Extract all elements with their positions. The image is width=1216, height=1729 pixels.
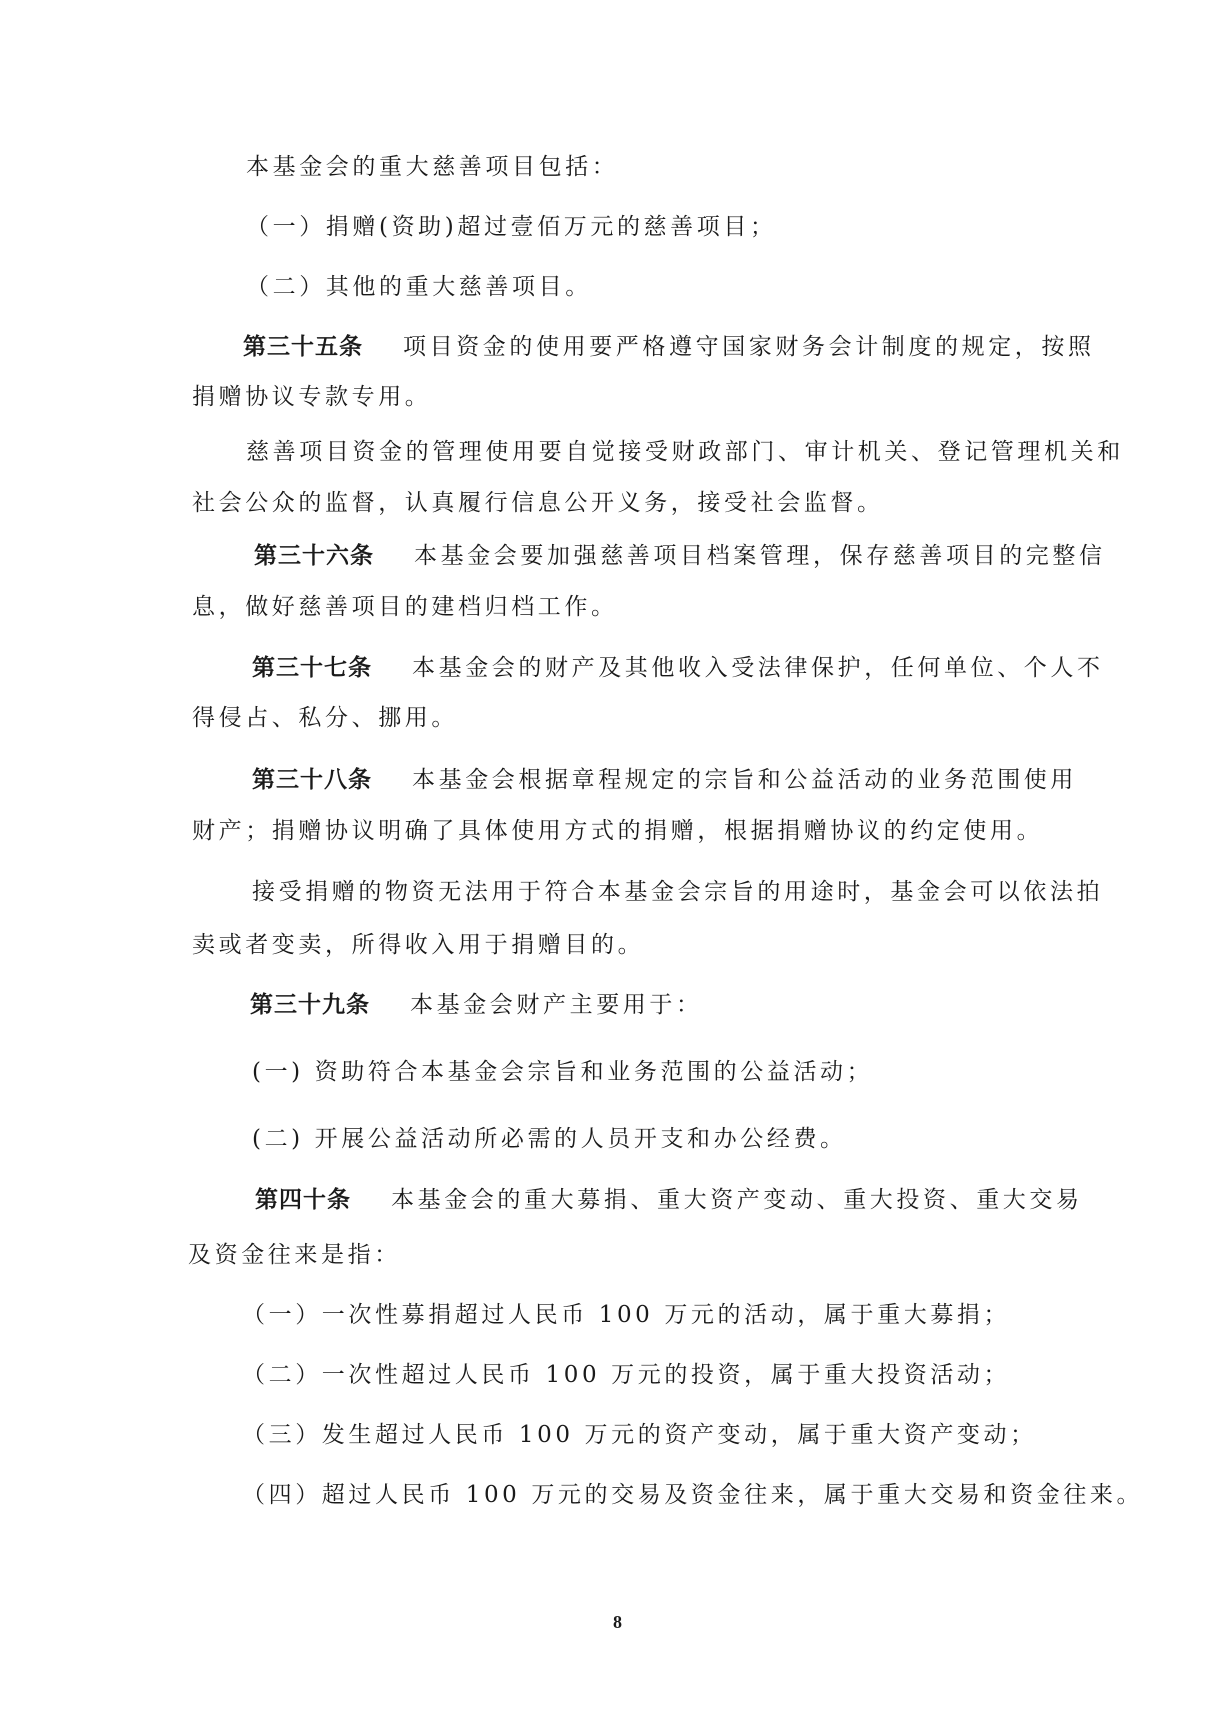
paragraph-line — [192, 703, 458, 733]
line-text: 财产；捐赠协议明确了具体使用方式的捐赠，根据捐赠协议的约定使用。 — [192, 818, 1044, 844]
article-heading-line — [250, 990, 703, 1020]
page-number: 8 — [613, 1612, 622, 1632]
article-number: 第四十条 — [255, 1187, 351, 1213]
list-item — [246, 212, 777, 242]
line-text: 项目资金的使用要严格遵守国家财务会计制度的规定，按照 — [403, 334, 1095, 360]
paragraph-line — [192, 592, 618, 622]
line-text: 本基金会的财产及其他收入受法律保护，任何单位、个人不 — [412, 655, 1104, 681]
article-number: 第三十九条 — [250, 992, 370, 1018]
line-text: （四）超过人民币 100 万元的交易及资金往来，属于重大交易和资金往来。 — [242, 1482, 1144, 1508]
line-text: 捐赠协议专款专用。 — [192, 384, 432, 410]
paragraph-line — [246, 152, 618, 182]
list-item — [242, 1360, 1010, 1390]
line-text: 本基金会根据章程规定的宗旨和公益活动的业务范围使用 — [412, 767, 1077, 793]
list-item — [252, 1124, 847, 1154]
paragraph-line — [192, 930, 644, 960]
line-text: 本基金会的重大募捐、重大资产变动、重大投资、重大交易 — [391, 1187, 1083, 1213]
line-text: (二) 开展公益活动所必需的人员开支和办公经费。 — [252, 1126, 847, 1152]
line-text: 息，做好慈善项目的建档归档工作。 — [192, 594, 618, 620]
line-text: （三）发生超过人民币 100 万元的资产变动，属于重大资产变动； — [242, 1422, 1037, 1448]
paragraph-line — [192, 488, 884, 518]
article-number: 第三十八条 — [252, 767, 372, 793]
list-item — [246, 272, 592, 302]
line-text: 本基金会财产主要用于： — [410, 992, 703, 1018]
line-text: 得侵占、私分、挪用。 — [192, 705, 458, 731]
article-number: 第三十五条 — [243, 334, 363, 360]
list-item — [242, 1300, 1010, 1330]
list-item — [242, 1480, 1143, 1510]
line-text: 本基金会要加强慈善项目档案管理，保存慈善项目的完整信 — [414, 543, 1106, 569]
article-heading-line — [254, 541, 1106, 571]
list-item — [242, 1420, 1037, 1450]
article-number: 第三十七条 — [252, 655, 372, 681]
paragraph-line — [252, 877, 1103, 907]
paragraph-line — [246, 437, 1124, 467]
article-heading-line — [243, 332, 1095, 362]
line-text: 本基金会的重大慈善项目包括： — [246, 154, 619, 180]
article-number: 第三十六条 — [254, 543, 374, 569]
line-text: 慈善项目资金的管理使用要自觉接受财政部门、审计机关、登记管理机关和 — [246, 439, 1124, 465]
list-item — [252, 1057, 873, 1087]
line-text: （二）其他的重大慈善项目。 — [246, 274, 592, 300]
paragraph-line — [192, 816, 1043, 846]
line-text: 及资金往来是指： — [188, 1242, 401, 1268]
article-heading-line — [252, 653, 1104, 683]
line-text: （二）一次性超过人民币 100 万元的投资，属于重大投资活动； — [242, 1362, 1011, 1388]
article-heading-line — [252, 765, 1077, 795]
line-text: （一）捐赠(资助)超过壹佰万元的慈善项目； — [246, 214, 777, 240]
line-text: (一) 资助符合本基金会宗旨和业务范围的公益活动； — [252, 1059, 874, 1085]
line-text: （一）一次性募捐超过人民币 100 万元的活动，属于重大募捐； — [242, 1302, 1011, 1328]
paragraph-line — [188, 1240, 401, 1270]
article-heading-line — [255, 1185, 1083, 1215]
line-text: 接受捐赠的物资无法用于符合本基金会宗旨的用途时，基金会可以依法拍 — [252, 879, 1104, 905]
paragraph-line — [192, 382, 431, 412]
line-text: 社会公众的监督，认真履行信息公开义务，接受社会监督。 — [192, 490, 884, 516]
line-text: 卖或者变卖，所得收入用于捐赠目的。 — [192, 932, 645, 958]
